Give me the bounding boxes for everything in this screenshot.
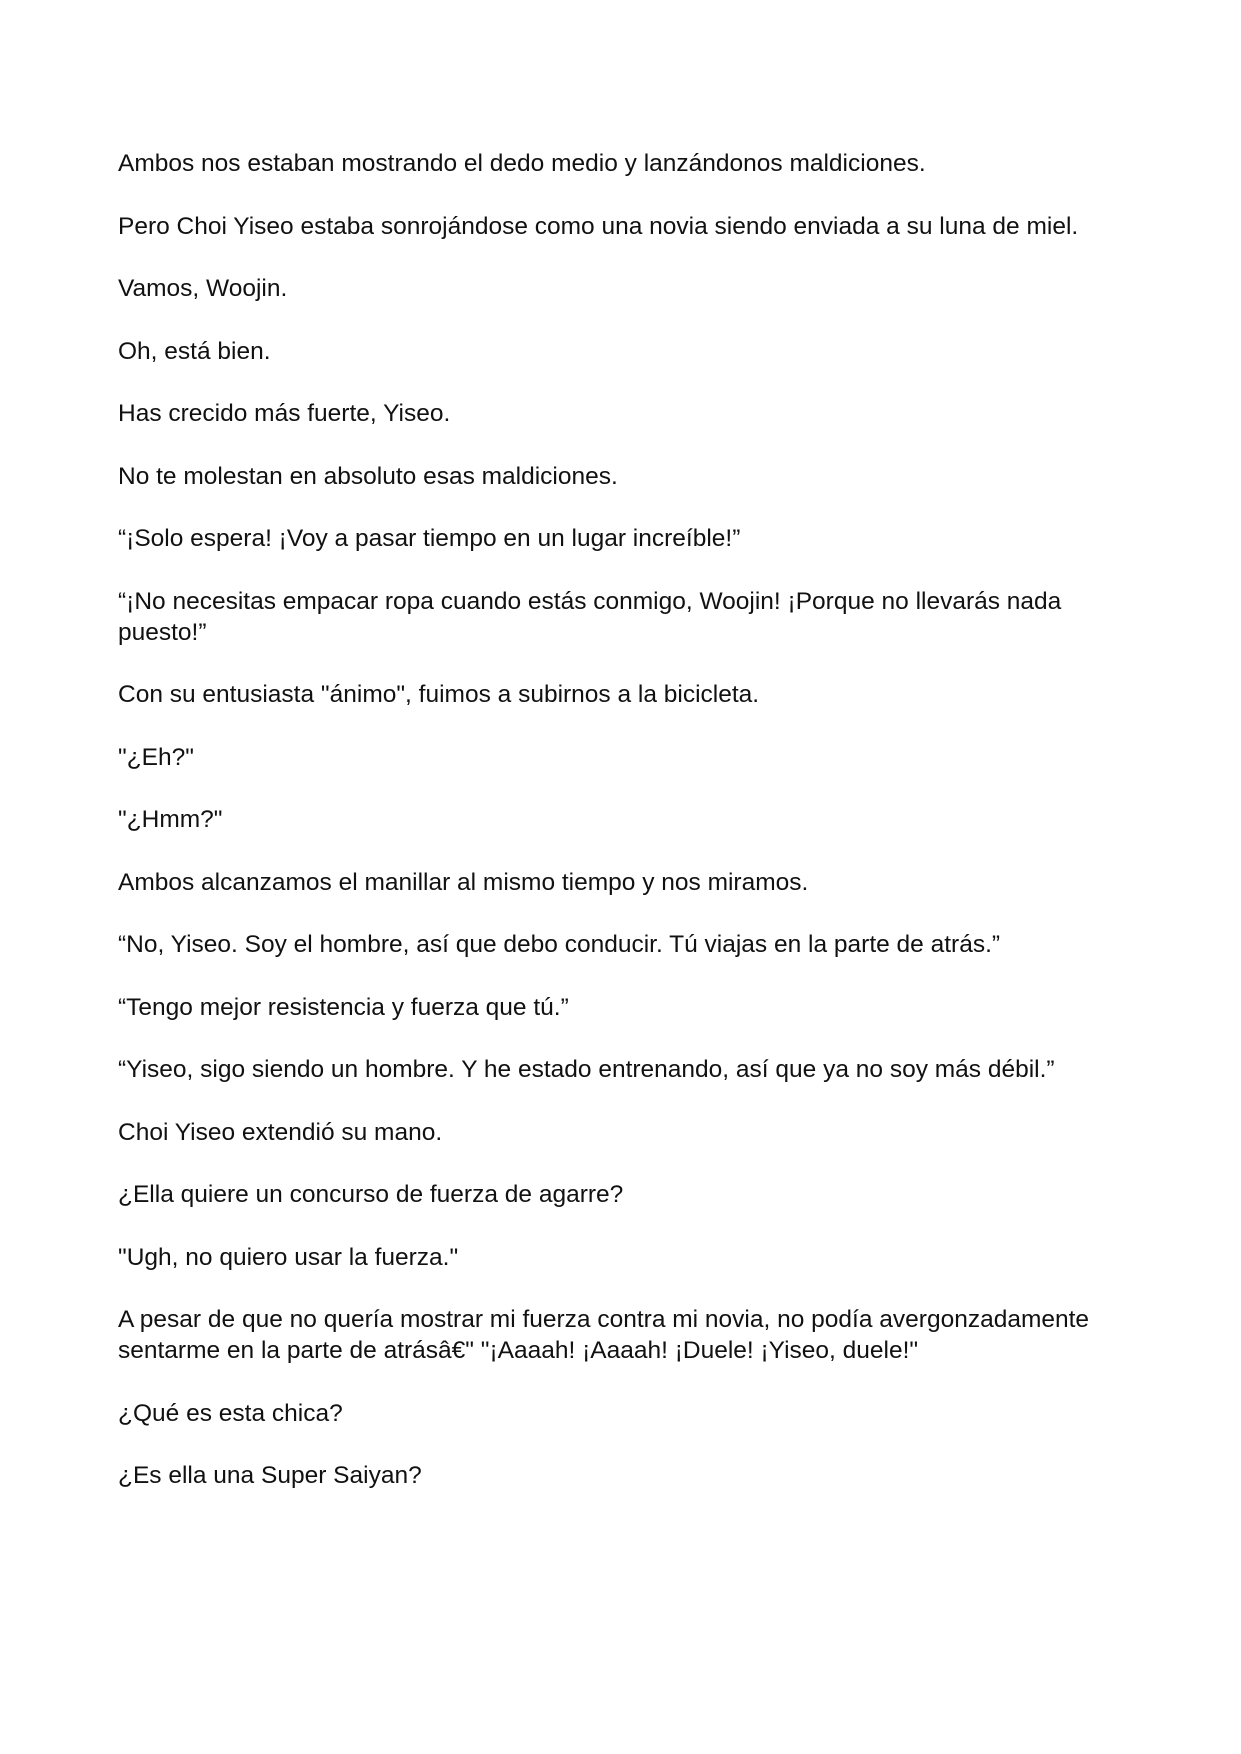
paragraph-16: Choi Yiseo extendió su mano. bbox=[118, 1118, 443, 1146]
paragraph-13: “No, Yiseo. Soy el hombre, así que debo conducir. Tú viajas en la parte de atrás.” bbox=[118, 931, 1001, 958]
paragraph-12: Ambos alcanzamos el manillar al mismo tiempo y nos miramos. bbox=[118, 868, 809, 896]
paragraph-18: "Ugh, no quiero usar la fuerza." bbox=[118, 1243, 459, 1271]
paragraph-3: Vamos, Woojin. bbox=[118, 275, 288, 302]
paragraph-20: ¿Qué es esta chica? bbox=[118, 1399, 343, 1427]
paragraph-21: ¿Es ella una Super Saiyan? bbox=[118, 1462, 422, 1489]
paragraph-14: “Tengo mejor resistencia y fuerza que tú.” bbox=[118, 993, 569, 1021]
paragraph-10: "¿Eh?" bbox=[118, 743, 194, 771]
paragraph-6: No te molestan en absoluto esas maldiciones. bbox=[118, 462, 618, 490]
paragraph-15: “Yiseo, sigo siendo un hombre. Y he estado entrenando, así que ya no soy más débil.” bbox=[118, 1056, 1055, 1083]
paragraph-19: A pesar de que no quería mostrar mi fuerza contra mi novia, no podía avergonzadamente sentarme en la parte de atrásâ€" "¡Aaaah! ¡Aaaah! ¡Duele! ¡Yiseo, duele!" bbox=[118, 1306, 1090, 1364]
paragraph-5: Has crecido más fuerte, Yiseo. bbox=[118, 400, 451, 427]
paragraph-4: Oh, está bien. bbox=[118, 337, 271, 365]
paragraph-17: ¿Ella quiere un concurso de fuerza de agarre? bbox=[118, 1181, 624, 1208]
paragraph-1: Ambos nos estaban mostrando el dedo medio y lanzándonos maldiciones. bbox=[118, 150, 926, 177]
paragraph-7: “¡Solo espera! ¡Voy a pasar tiempo en un lugar increíble!” bbox=[118, 525, 741, 552]
paragraph-8: “¡No necesitas empacar ropa cuando estás conmigo, Woojin! ¡Porque no llevarás nada puesto!” bbox=[118, 587, 1062, 646]
paragraph-2: Pero Choi Yiseo estaba sonrojándose como una novia siendo enviada a su luna de miel. bbox=[118, 212, 1079, 240]
document-body bbox=[118, 148, 1128, 1523]
paragraph-11: "¿Hmm?" bbox=[118, 806, 223, 833]
paragraph-9: Con su entusiasta "ánimo", fuimos a subirnos a la bicicleta. bbox=[118, 681, 760, 708]
